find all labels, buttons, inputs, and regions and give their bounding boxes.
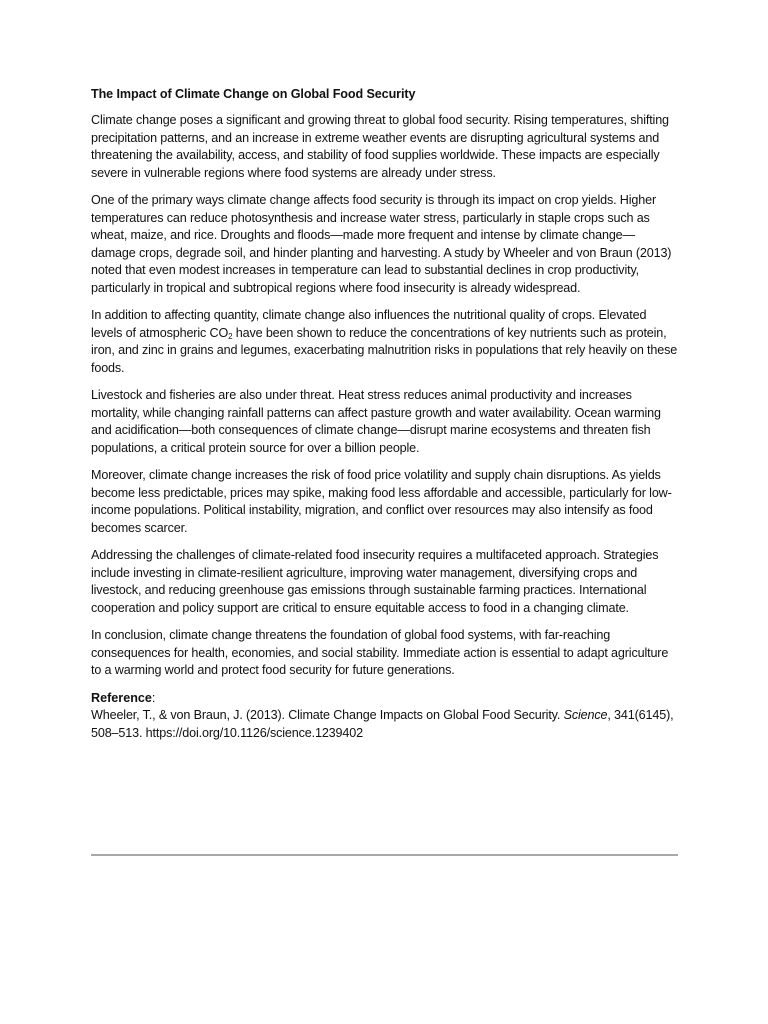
paragraph-conclusion: In conclusion, climate change threatens the foundation of global food systems, with far-reaching consequences for health, economies, and social stability. Immediate action is essential to adapt agriculture to a warming world and protect food security for future generations. bbox=[91, 628, 669, 677]
paragraph-nutrition-text-2: have been shown to reduce the concentrations of key nutrients such as protein, iron, and zinc in grains and legumes, exacerbating malnutrition risks in populations that rely heavily on these foods. bbox=[91, 325, 678, 375]
reference-citation bbox=[91, 707, 678, 742]
document-title: The Impact of Climate Change on Global Food Security bbox=[91, 87, 416, 101]
reference-heading-label: Reference bbox=[91, 690, 152, 705]
document-body bbox=[91, 85, 678, 742]
paragraph-nutrition-text-1: In addition to affecting quantity, climate change also influences the nutritional quality of crops. Elevated levels of atmospheric CO bbox=[91, 308, 647, 340]
paragraph-solutions: Addressing the challenges of climate-related food insecurity requires a multifaceted approach. Strategies include investing in climate-resilient agriculture, improving water management, diversifying crops and livestock, and reducing greenhouse gas emissions through sustainable farming practices. International cooperation and policy support are critical to ensure equitable access to food in a changing climate. bbox=[91, 548, 659, 615]
paragraph-intro: Climate change poses a significant and growing threat to global food security. Rising temperatures, shifting precipitation patterns, and an increase in extreme weather events are disrupting agricultural systems and threatening the availability, access, and stability of food supplies worldwide. These impacts are especially severe in vulnerable regions where food systems are already under stress. bbox=[91, 113, 669, 180]
paragraph-price-volatility: Moreover, climate change increases the risk of food price volatility and supply chain disruptions. As yields become less predictable, prices may spike, making food less affordable and accessible, particularly for low-income populations. Political instability, migration, and conflict over resources may also intensify as food becomes scarcer. bbox=[91, 468, 672, 535]
reference-journal: Science bbox=[563, 708, 608, 722]
reference-heading-colon: : bbox=[151, 690, 156, 705]
reference-citation-details: , 341(6145), 508–513. https://doi.org/10.1126/science.1239402 bbox=[91, 708, 674, 740]
reference-citation-authors: Wheeler, T., & von Braun, J. (2013). Climate Change Impacts on Global Food Security. bbox=[91, 708, 564, 722]
reference-heading bbox=[91, 690, 678, 708]
horizontal-divider bbox=[91, 854, 678, 856]
co2-subscript: 2 bbox=[228, 331, 233, 341]
paragraph-livestock-fisheries: Livestock and fisheries are also under threat. Heat stress reduces animal productivity and increases mortality, while changing rainfall patterns can affect pasture growth and water availability. Ocean warming and acidification—both consequences of climate change—disrupt marine ecosystems and threaten fish populations, a critical protein source for over a billion people. bbox=[91, 388, 661, 455]
paragraph-nutrition bbox=[91, 307, 678, 377]
paragraph-crop-yields: One of the primary ways climate change affects food security is through its impact on crop yields. Higher temperatures can reduce photosynthesis and increase water stress, particularly in staple crops such as wheat, maize, and rice. Droughts and floods—made more frequent and intense by climate change—damage crops, degrade soil, and hinder planting and harvesting. A study by Wheeler and von Braun (2013) noted that even modest increases in temperature can lead to substantial declines in crop productivity, particularly in tropical and subtropical regions where food insecurity is already widespread. bbox=[91, 193, 672, 295]
